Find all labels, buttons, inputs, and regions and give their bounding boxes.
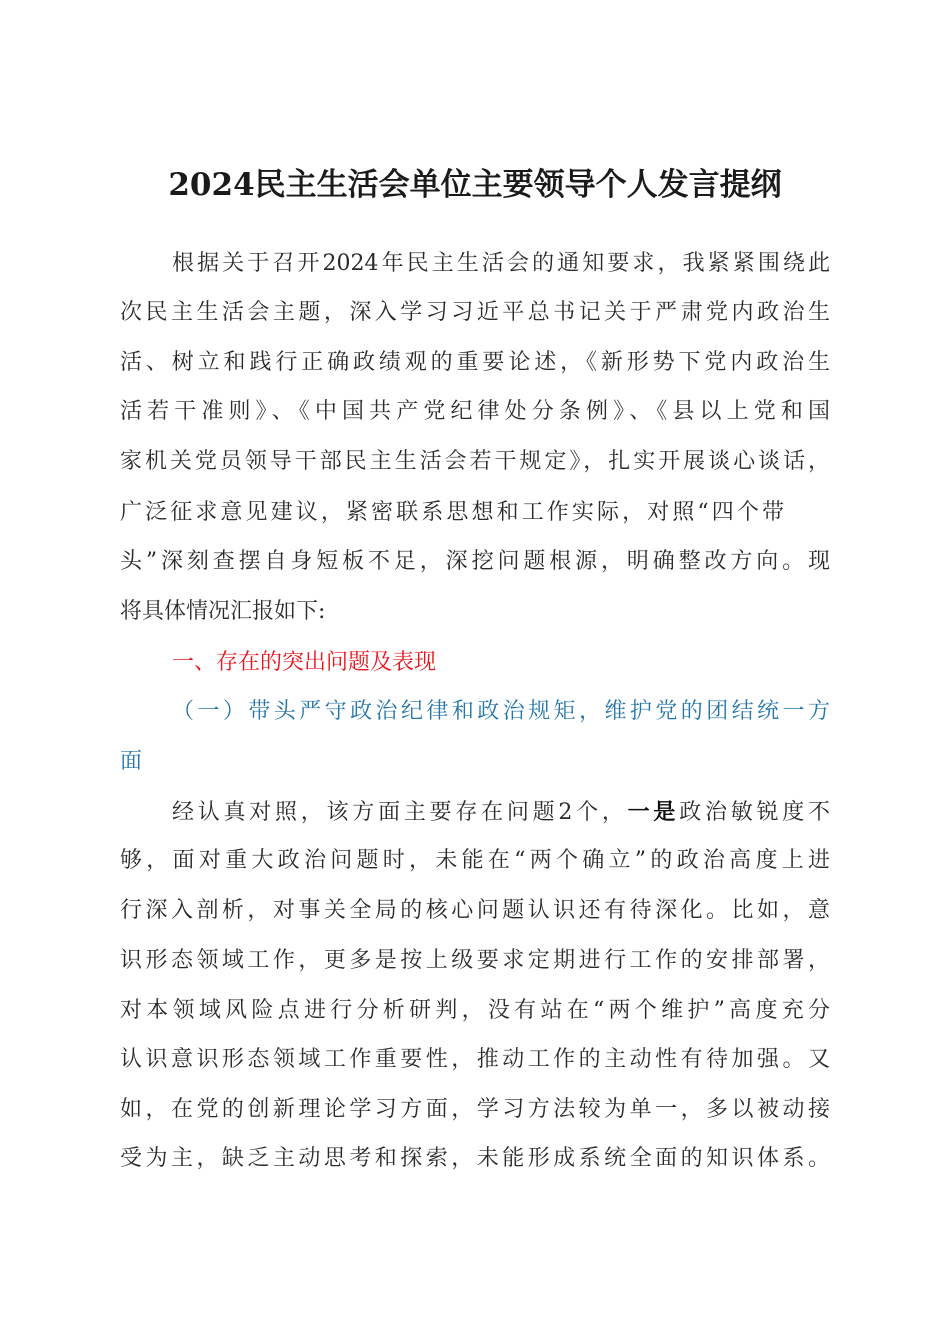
body-line: 够，面对重大政治问题时，未能在“两个确立”的政治高度上进 [120, 848, 830, 873]
body-line: 识形态领域工作，更多是按上级要求定期进行工作的安排部署， [120, 948, 830, 973]
body-line: 对本领域风险点进行分析研判，没有站在“两个维护”高度充分 [120, 998, 830, 1023]
body-line: 认识意识形态领域工作重要性，推动工作的主动性有待加强。又 [120, 1047, 830, 1072]
intro-line: 次民主生活会主题，深入学习习近平总书记关于严肃党内政治生 [120, 300, 830, 325]
subsection-heading-line: （一）带头严守政治纪律和政治规矩，维护党的团结统一方 [172, 699, 830, 724]
body-line-first [172, 787, 830, 837]
intro-line: 头”深刻查摆自身短板不足，深挖问题根源，明确整改方向。现 [120, 549, 830, 574]
intro-line: 活若干准则》、《中国共产党纪律处分条例》、《县以上党和国 [120, 399, 830, 424]
body-text: 政治敏锐度不 [679, 800, 830, 825]
body-line: 受为主，缺乏主动思考和探索，未能形成系统全面的知识体系。 [120, 1146, 830, 1171]
section-heading: 一、存在的突出问题及表现 [172, 650, 437, 675]
subsection-heading-line: 面 [120, 749, 143, 774]
body-line: 行深入剖析，对事关全局的核心问题认识还有待深化。比如，意 [120, 898, 830, 923]
body-text: 经认真对照，该方面主要存在问题2个， [172, 800, 628, 825]
intro-line: 家机关党员领导干部民主生活会若干规定》，扎实开展谈心谈话， [120, 449, 830, 474]
document-title: 2024民主生活会单位主要领导个人发言提纲 [168, 167, 782, 203]
body-line: 如，在党的创新理论学习方面，学习方法较为单一，多以被动接 [120, 1097, 830, 1122]
intro-line: 将具体情况汇报如下: [120, 599, 326, 624]
intro-line: 广泛征求意见建议，紧密联系思想和工作实际，对照“四个带 [120, 500, 784, 525]
emphasis-text: 一是 [627, 799, 680, 825]
intro-line: 根据关于召开2024年民主生活会的通知要求，我紧紧围绕此 [172, 251, 830, 276]
intro-line: 活、树立和践行正确政绩观的重要论述，《新形势下党内政治生 [120, 350, 830, 375]
